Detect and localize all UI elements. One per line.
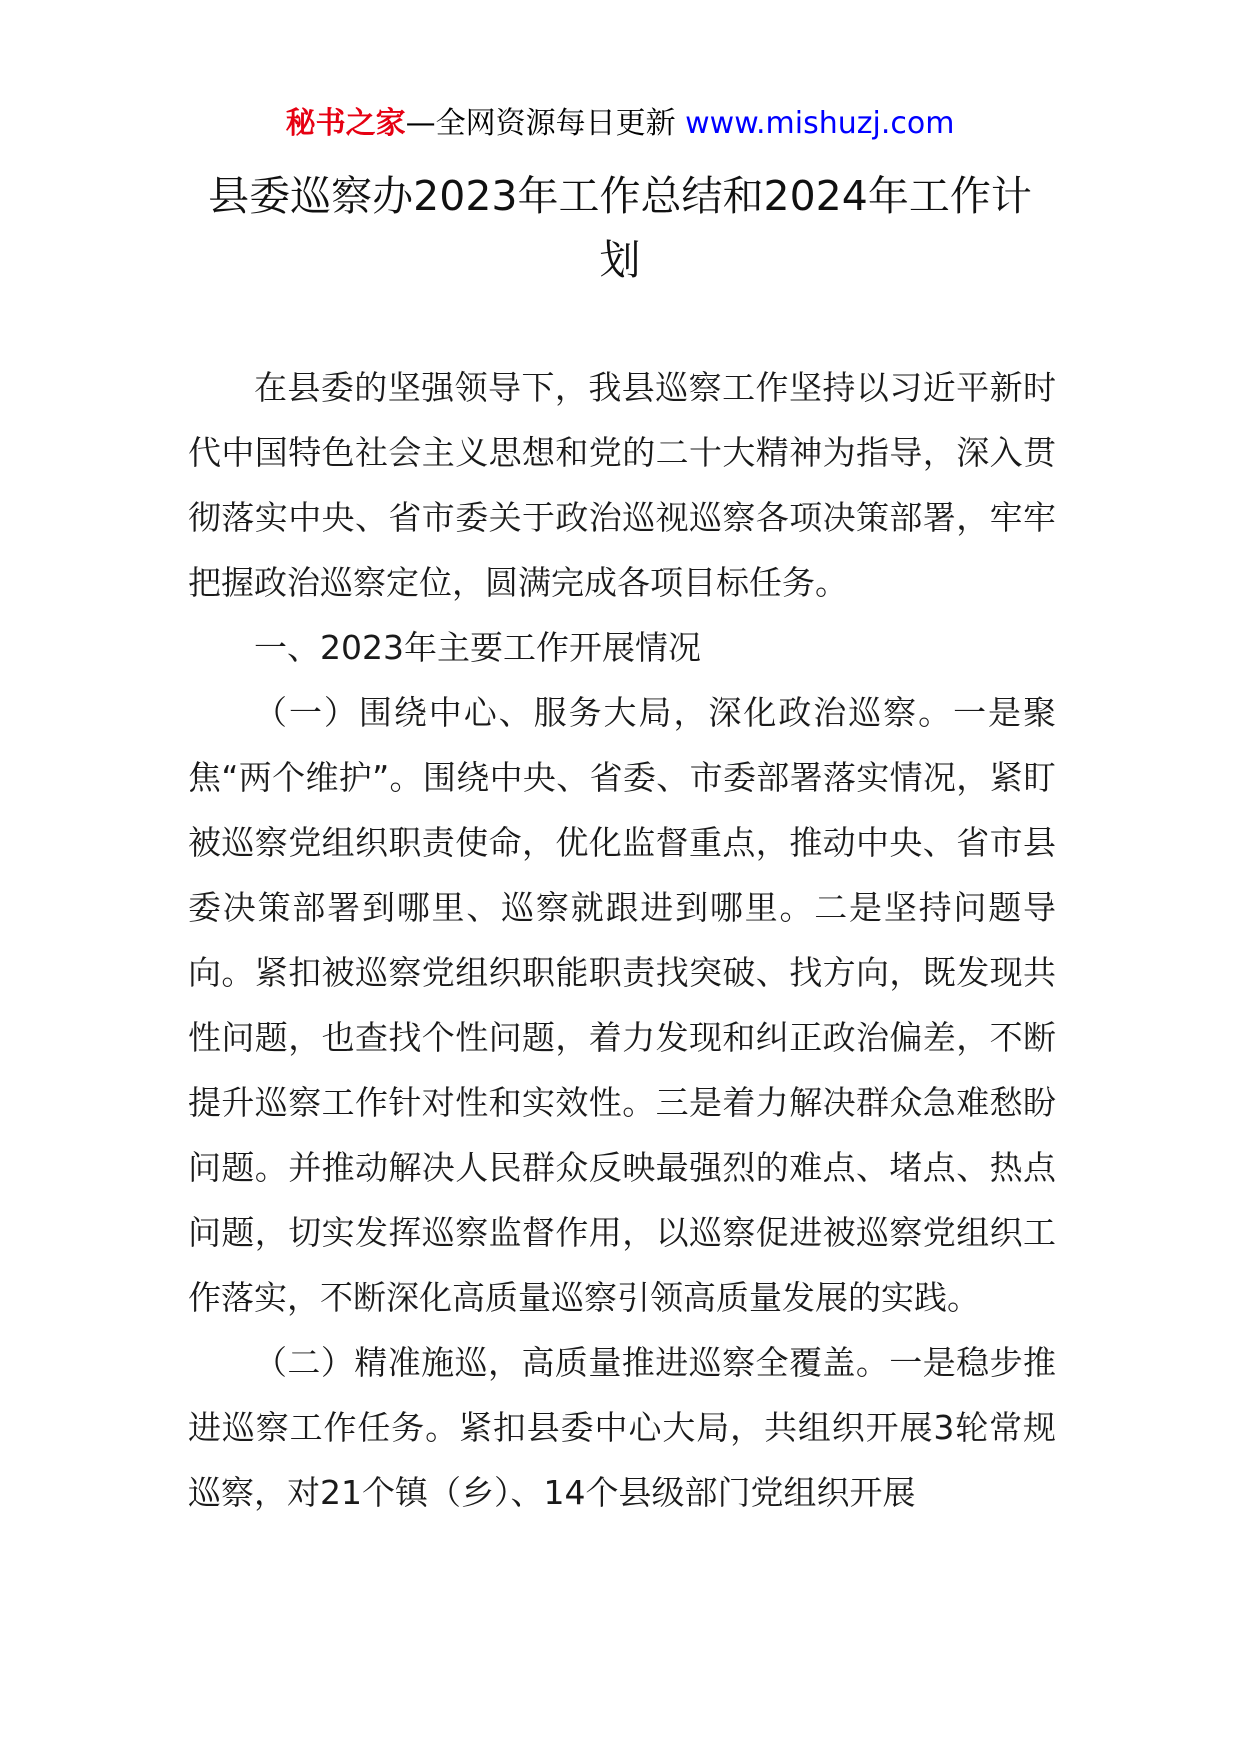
document-title: 县委巡察办2023年工作总结和2024年工作计划 [208,172,1032,284]
site-url-link[interactable]: www.mishuzj.com [685,106,955,141]
intro-paragraph: 在县委的坚强领导下，我县巡察工作坚持以习近平新时代中国特色社会主义思想和党的二十大精神为指导，深入贯彻落实中央、省市委关于政治巡视巡察各项决策部署，牢牢把握政治巡察定位，圆满完成各项目标任务。 [188,368,1056,602]
section-heading-1: 一、2023年主要工作开展情况 [254,628,701,667]
subsection-paragraph-2: （二）精准施巡，高质量推进巡察全覆盖。一是稳步推进巡察工作任务。紧扣县委中心大局，共组织开展3轮常规巡察，对21个镇（乡）、14个县级部门党组织开展 [188,1343,1056,1512]
site-header [0,104,1240,144]
document-body [188,355,1056,1525]
subsection-paragraph-1: （一）围绕中心、服务大局，深化政治巡察。一是聚焦“两个维护”。围绕中央、省委、市委部署落实情况，紧盯被巡察党组织职责使命，优化监督重点，推动中央、省市县委决策部署到哪里、巡察就跟进到哪里。二是坚持问题导向。紧扣被巡察党组织职能职责找突破、找方向，既发现共性问题，也查找个性问题，着力发现和纠正政治偏差，不断提升巡察工作针对性和实效性。三是着力解决群众急难愁盼问题。并推动解决人民群众反映最强烈的难点、堵点、热点问题，切实发挥巡察监督作用，以巡察促进被巡察党组织工作落实，不断深化高质量巡察引领高质量发展的实践。 [188,693,1056,1317]
site-brand: 秘书之家 [285,106,406,141]
site-slogan: —全网资源每日更新 [405,106,686,141]
